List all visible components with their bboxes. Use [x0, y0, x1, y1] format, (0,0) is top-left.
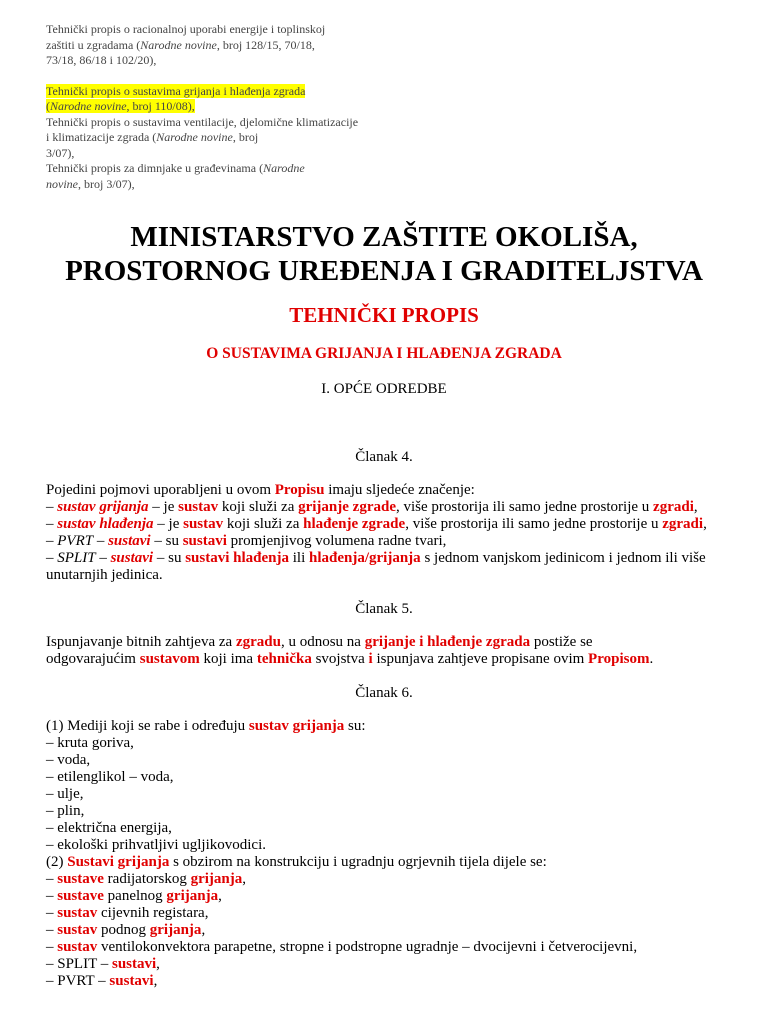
article-6-title: Članak 6.	[355, 685, 413, 701]
list-item: – plin,	[46, 803, 85, 819]
list-item: – PVRT – sustavi,	[46, 973, 158, 989]
list-item: – ekološki prihvatljivi ugljikovodici.	[46, 837, 266, 853]
legal-references	[46, 22, 376, 192]
ministry-heading: MINISTARSTVO ZAŠTITE OKOLIŠA, PROSTORNOG UREĐENJA I GRADITELJSTVA	[65, 221, 703, 287]
article-5-title: Članak 5.	[355, 601, 413, 617]
list-item: – sustav cijevnih registara,	[46, 905, 209, 921]
article-5-body: Ispunjavanje bitnih zahtjeva za zgradu, u odnosu na grijanje i hlađenje zgrada postiže se odgovarajućim sustavom koji ima tehnička svojstva i ispunjava zahtjeve propisane ovim Propisom.	[46, 634, 654, 667]
list-item: – voda,	[46, 752, 91, 768]
reference-4: Tehnički propis za dimnjake u građevinama (Narodne novine, broj 3/07),	[46, 161, 305, 191]
list-item: – sustave panelnog grijanja,	[46, 888, 222, 904]
list-item: – sustav podnog grijanja,	[46, 922, 206, 938]
reference-3: Tehnički propis o sustavima ventilacije, djelomične klimatizacije i klimatizacije zgrada (Narodne novine, broj 3/07),	[46, 114, 359, 160]
article-4-intro: Pojedini pojmovi uporabljeni u ovom Propisu imaju sljedeće značenje:	[46, 482, 475, 498]
list-item: – SPLIT – sustavi,	[46, 956, 160, 972]
list-item: – etilenglikol – voda,	[46, 769, 174, 785]
definition-cooling: – sustav hlađenja – je sustav koji služi za hlađenje zgrade, više prostorija ili samo jedne prostorije u zgradi,	[46, 516, 707, 532]
list-item: – električna energija,	[46, 820, 172, 836]
definition-pvrt: – PVRT – sustavi – su sustavi promjenjivog volumena radne tvari,	[46, 533, 447, 549]
list-item: – ulje,	[46, 786, 84, 802]
reference-1: Tehnički propis o racionalnoj uporabi energije i toplinskoj zaštiti u zgradama (Narodne novine, broj 128/15, 70/18, 73/18, 86/18 i 102/20),	[46, 22, 326, 67]
media-intro: (1) Mediji koji se rabe i određuju sustav grijanja su:	[46, 718, 366, 734]
reference-2-highlighted: Tehnički propis o sustavima grijanja i hlađenja zgrada (Narodne novine, broj 110/08),	[46, 83, 306, 113]
systems-intro: (2) Sustavi grijanja s obzirom na konstrukciju i ugradnju ogrjevnih tijela dijele se:	[46, 854, 547, 870]
section-heading: I. OPĆE ODREDBE	[321, 381, 447, 397]
definition-split: – SPLIT – sustavi – su sustavi hlađenja ili hlađenja/grijanja s jednom vanjskom jedinicom i jednom ili više	[46, 550, 706, 566]
list-item: – sustave radijatorskog grijanja,	[46, 871, 246, 887]
definition-heating: – sustav grijanja – je sustav koji služi za grijanje zgrade, više prostorija ili samo jedne prostorije u zgradi,	[46, 499, 698, 515]
list-item: – kruta goriva,	[46, 735, 134, 751]
article-6-body	[46, 718, 736, 990]
document-subtitle: O SUSTAVIMA GRIJANJA I HLAĐENJA ZGRADA	[206, 345, 562, 362]
article-4-body: Pojedini pojmovi uporabljeni u ovom Propisu imaju sljedeće značenje: – sustav grijanja – je sustav koji služi za grijanje zgrade, više prostorija ili samo jedne prostorije u zgradi, – sustav hlađenja – je sustav koji služi za hlađenje zgrade, više prostorija ili samo jedne prostorije u zgradi, – PVRT – sustavi – su sustavi promjenjivog volumena radne tvari, – SPLIT – sustavi – su sustavi hlađenja ili hlađenja/grijanja s jednom vanjskom jedinicom i jednom ili više unutarnjih jedinica.	[46, 482, 736, 584]
article-4-title: Članak 4.	[355, 449, 413, 465]
document-title: TEHNIČKI PROPIS	[289, 303, 479, 327]
list-item: – sustav ventilokonvektora parapetne, stropne i podstropne ugradnje – dvocijevni i četverocijevni,	[46, 939, 638, 955]
